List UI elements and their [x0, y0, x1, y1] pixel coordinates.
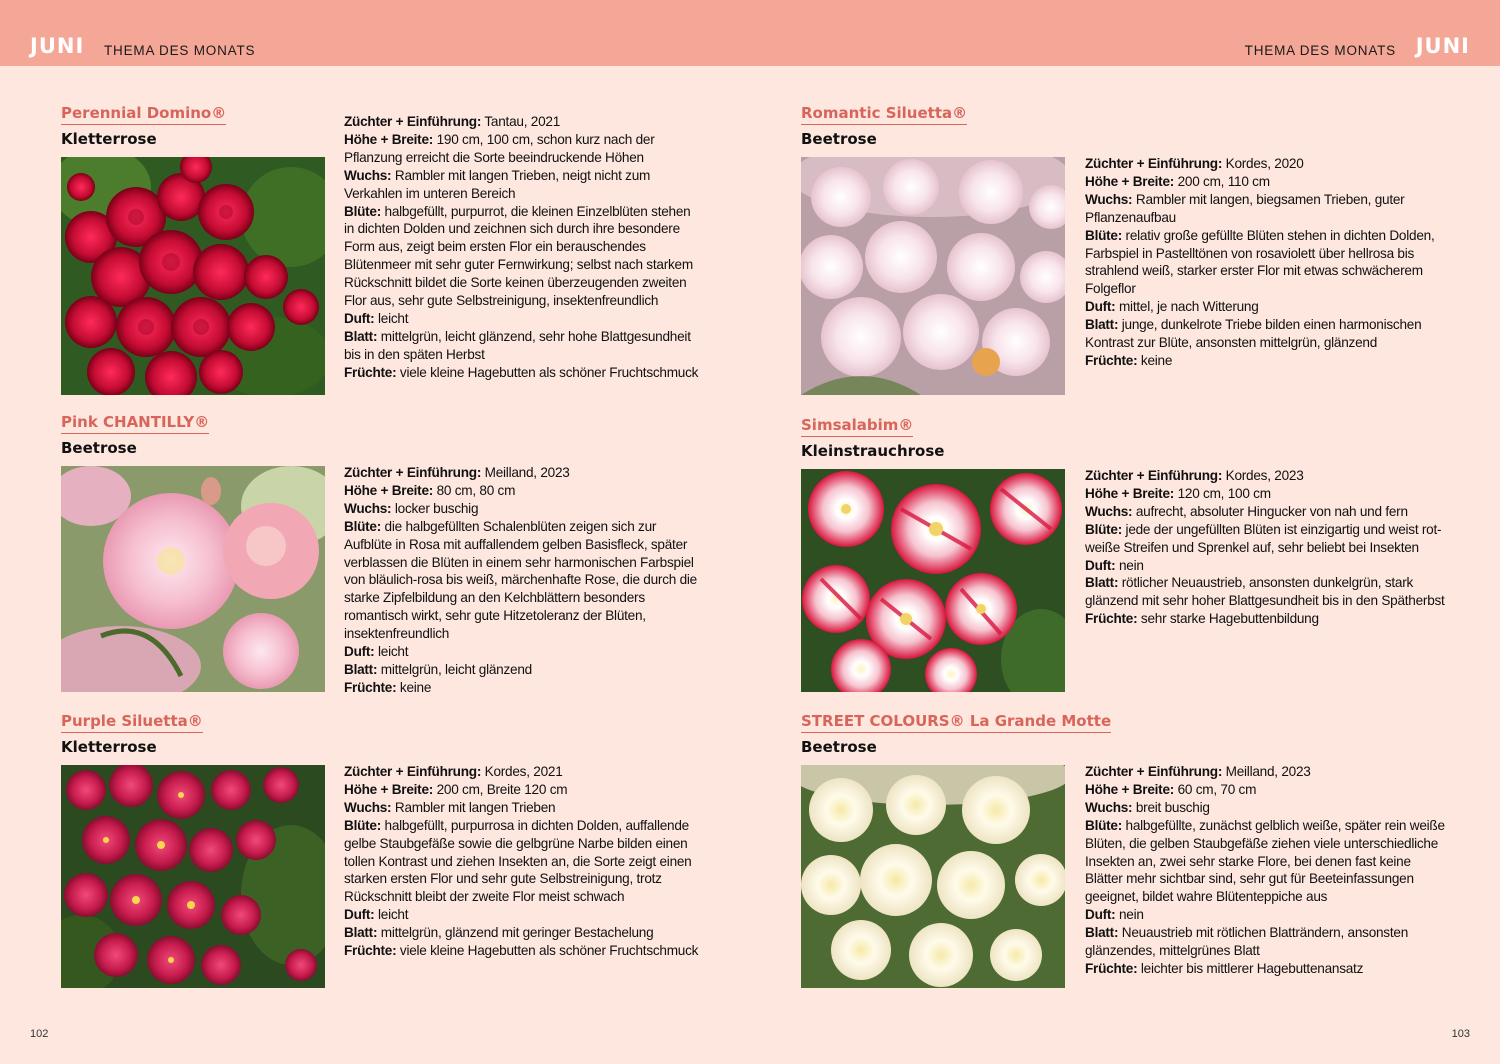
field-size: Höhe + Breite: 200 cm, Breite 120 cm: [344, 781, 568, 797]
field-breeder: Züchter + Einführung: Kordes, 2021: [344, 764, 563, 779]
field-fruit: Früchte: viele kleine Hagebutten als schöner Fruchtschmuck: [344, 364, 699, 380]
field-breeder: Züchter + Einführung: Kordes, 2023: [1085, 468, 1304, 483]
field-size: Höhe + Breite: 120 cm, 100 cm: [1085, 485, 1271, 501]
field-leaf: Blatt: mittelgrün, leicht glänzend, sehr hohe Blattgesundheit bis in den späten Herbst: [344, 328, 691, 362]
rose-type: Beetrose: [61, 439, 137, 457]
field-scent: Duft: mittel, je nach Witterung: [1085, 299, 1259, 315]
field-growth: Wuchs: Rambler mit langen, biegsamen Trieben, guter Pflanzenaufbau: [1085, 191, 1405, 225]
photo-white-rose: [801, 765, 1065, 988]
rose-type: Kletterrose: [61, 130, 157, 148]
rose-type: Beetrose: [801, 738, 877, 756]
rose-type: Beetrose: [801, 130, 877, 148]
field-size: Höhe + Breite: 200 cm, 110 cm: [1085, 173, 1270, 189]
field-fruit: Früchte: leichter bis mittlerer Hagebuttenansatz: [1085, 960, 1364, 976]
field-scent: Duft: nein: [1085, 557, 1144, 573]
field-size: Höhe + Breite: 80 cm, 80 cm: [344, 482, 516, 498]
field-bloom: Blüte: relativ große gefüllte Blüten stehen in dichten Dolden, Farbspiel in Pastelltönen von rosaviolett über hellrosa bis strahlend weiß, starker erster Flor mit etwas schwächerem Folgeflor: [1085, 227, 1435, 297]
rose-description-perennial-domino: [344, 113, 704, 382]
field-bloom: Blüte: halbgefüllt, purpurrosa in dichten Dolden, auffallende gelbe Staubgefäße sowie die gelbgrüne Narbe bilden einen tollen Kontrast und ziehen Insekten an, die Sorte zeigt einen starken ersten Flor und sehr gute Selbstreinigung, trotz Rückschnitt bleibt der zweite Flor meist schwach: [344, 817, 692, 905]
field-fruit: Früchte: keine: [344, 679, 432, 695]
rose-name: Perennial Domino®: [61, 104, 226, 125]
rose-description-simsalabim: [1085, 467, 1445, 628]
rose-description-romantic-siluetta: [1085, 155, 1445, 370]
field-growth: Wuchs: breit buschig: [1085, 799, 1210, 815]
photo-pink-bedding-rose: [61, 466, 325, 692]
photo-light-pink-rose: [801, 157, 1065, 395]
field-leaf: Blatt: mittelgrün, glänzend mit geringer Bestachelung: [344, 925, 654, 941]
rose-name: Pink CHANTILLY®: [61, 413, 209, 434]
field-breeder: Züchter + Einführung: Meilland, 2023: [344, 465, 570, 480]
field-breeder: Züchter + Einführung: Kordes, 2020: [1085, 156, 1304, 171]
field-breeder: Züchter + Einführung: Tantau, 2021: [344, 114, 560, 129]
field-fruit: Früchte: keine: [1085, 352, 1173, 368]
field-bloom: Blüte: halbgefüllt, purpurrot, die kleinen Einzelblüten stehen in dichten Dolden und zeichnen sich durch ihre besondere Form aus, zeigt beim ersten Flor ein berauschendes Blütenmeer mit sehr guter Fernwirkung; selbst nach starkem Rückschnitt bildet die Sorte keinen überzeugenden zweiten Flor aus, sehr gute Selbstreinigung, insektenfreundlich: [344, 203, 693, 309]
header-month-left: JUNI: [30, 34, 85, 58]
photo-red-climbing-rose: [61, 157, 325, 395]
rose-description-pink-chantilly: [344, 464, 704, 697]
rose-description-street-colours: [1085, 763, 1445, 978]
rose-name: Simsalabim®: [801, 416, 913, 437]
field-breeder: Züchter + Einführung: Meilland, 2023: [1085, 764, 1311, 779]
field-leaf: Blatt: rötlicher Neuaustrieb, ansonsten dunkelgrün, stark glänzend mit sehr hoher Blattgesundheit bis in den Spätherbst: [1085, 575, 1445, 609]
rose-name: Purple Siluetta®: [61, 712, 203, 733]
rose-type: Kletterrose: [61, 738, 157, 756]
header-theme-left: THEMA DES MONATS: [104, 43, 256, 58]
header-theme-right: THEMA DES MONATS: [1244, 43, 1396, 58]
field-bloom: Blüte: jede der ungefüllten Blüten ist einzigartig und weist rot-weiße Streifen und Sprenkel auf, sehr beliebt bei Insekten: [1085, 521, 1442, 555]
field-scent: Duft: nein: [1085, 907, 1144, 923]
field-bloom: Blüte: die halbgefüllten Schalenblüten zeigen sich zur Aufblüte in Rosa mit auffallendem gelben Basisfleck, später verblassen die Blüten in einem sehr harmonischen Farbspiel von bläulich-rosa bis weiß, märchenhafte Rose, die durch die starke Zipfelbildung an den Kelchblättern besonders romantisch wirkt, sehr gute Hitzetoleranz der Blüten, insektenfreundlich: [344, 518, 697, 642]
rose-type: Kleinstrauchrose: [801, 442, 945, 460]
field-bloom: Blüte: halbgefüllte, zunächst gelblich weiße, später rein weiße Blüten, die gelben Staubgefäße ziehen viele unterschiedliche Insekten an, zwei sehr starke Flore, bei denen fast keine Blätter mehr sichtbar sind, sehr gut für Beeteinfassungen geeignet, bildet wahre Blütenteppiche aus: [1085, 817, 1445, 905]
field-leaf: Blatt: junge, dunkelrote Triebe bilden einen harmonischen Kontrast zur Blüte, ansonsten mittelgrün, glänzend: [1085, 317, 1422, 351]
field-fruit: Früchte: sehr starke Hagebuttenbildung: [1085, 611, 1319, 627]
rose-description-purple-siluetta: [344, 763, 704, 960]
header-month-right: JUNI: [1415, 34, 1470, 58]
rose-name: Romantic Siluetta®: [801, 104, 967, 125]
photo-purple-climbing-rose: [61, 765, 325, 988]
page-header-band: [0, 0, 1500, 66]
field-growth: Wuchs: aufrecht, absoluter Hingucker von nah und fern: [1085, 503, 1408, 519]
rose-name: STREET COLOURS® La Grande Motte: [801, 712, 1111, 733]
field-leaf: Blatt: mittelgrün, leicht glänzend: [344, 661, 532, 677]
field-growth: Wuchs: Rambler mit langen Trieben: [344, 799, 556, 815]
page-number-right: 103: [1451, 1028, 1470, 1040]
field-leaf: Blatt: Neuaustrieb mit rötlichen Blatträndern, ansonsten glänzendes, mittelgrünes Blatt: [1085, 925, 1409, 959]
field-growth: Wuchs: locker buschig: [344, 500, 479, 516]
page-number-left: 102: [30, 1028, 49, 1040]
field-growth: Wuchs: Rambler mit langen Trieben, neigt nicht zum Verkahlen im unteren Bereich: [344, 167, 651, 201]
field-size: Höhe + Breite: 60 cm, 70 cm: [1085, 781, 1257, 797]
field-size: Höhe + Breite: 190 cm, 100 cm, schon kurz nach der Pflanzung erreicht die Sorte beeindruckende Höhen: [344, 131, 655, 165]
field-scent: Duft: leicht: [344, 644, 409, 660]
field-scent: Duft: leicht: [344, 310, 409, 326]
photo-striped-rose: [801, 469, 1065, 692]
field-scent: Duft: leicht: [344, 907, 409, 923]
field-fruit: Früchte: viele kleine Hagebutten als schöner Fruchtschmuck: [344, 943, 699, 959]
